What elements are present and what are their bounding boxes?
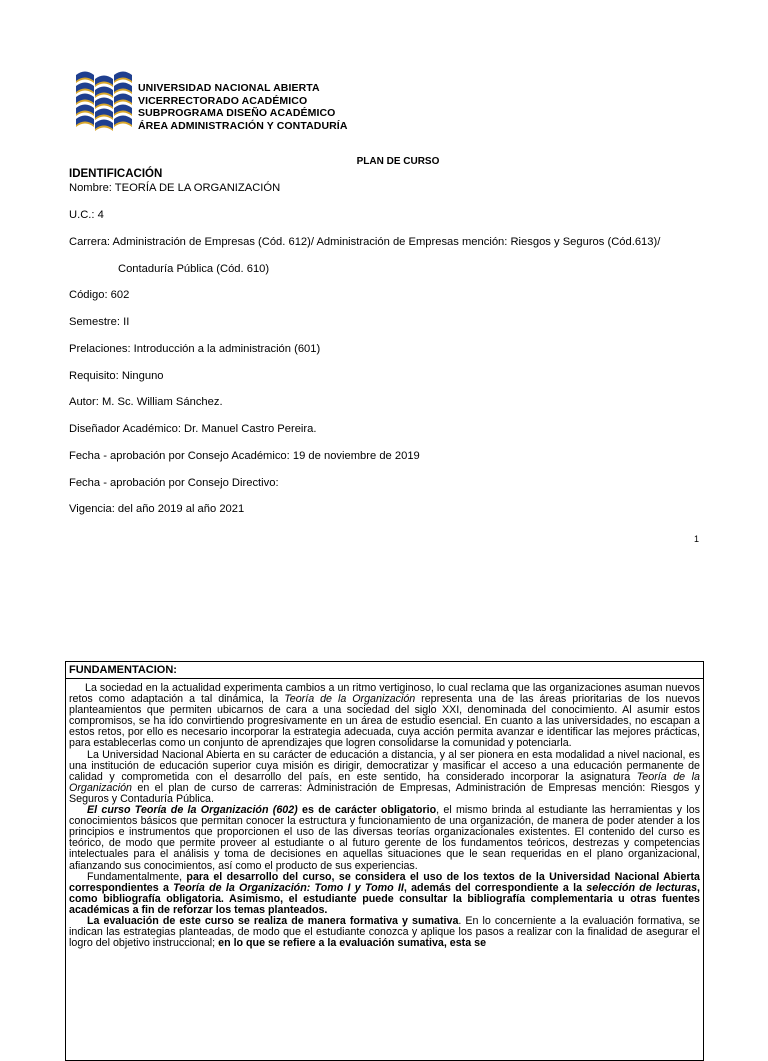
text-run: Fundamentalmente, (87, 870, 187, 883)
field-autor: Autor: M. Sc. William Sánchez. (69, 396, 223, 408)
text-run: en el plan de curso de carreras: Administración de Empresas, Administración de Empresas mención: Riesgos y Seguros y Contaduría Pública. (69, 781, 700, 805)
field-vigencia: Vigencia: del año 2019 al año 2021 (69, 503, 245, 515)
text-run: es de carácter obligatorio (297, 804, 437, 817)
field-prelaciones: Prelaciones: Introducción a la administración (601) (69, 343, 321, 355)
text-run: , como bibliografía obligatoria. Asimismo, el estudiante puede consultar la bibliografía complementaria u otras fuentes académicas a fin de reforzar los temas planteados. (69, 881, 700, 916)
fundamentacion-box (65, 661, 704, 1061)
field-nombre: Nombre: TEORÍA DE LA ORGANIZACIÓN (69, 182, 281, 194)
field-fecha-directivo: Fecha - aprobación por Consejo Directivo: (69, 477, 279, 489)
text-run: para el desarrollo del curso, se considera el uso de los textos de la Universidad Nacional Abierta correspondientes a (69, 870, 700, 894)
field-carrera: Carrera: Administración de Empresas (Cód. 612)/ Administración de Empresas mención: Riesgos y Seguros (Cód.613)/ (69, 236, 661, 248)
paragraph (69, 683, 700, 750)
fundamentacion-text (69, 683, 700, 949)
plan-title-text: PLAN DE CURSO (356, 156, 440, 167)
identification-heading: IDENTIFICACIÓN (69, 168, 163, 180)
page-number: 1 (694, 534, 700, 544)
text-run: La evaluación de este curso se realiza de manera formativa y sumativa (87, 914, 459, 927)
institution-line: ÁREA ADMINISTRACIÓN Y CONTADURÍA (138, 119, 348, 132)
plan-title (0, 156, 768, 167)
institution-line: SUBPROGRAMA DISEÑO ACADÉMICO (138, 107, 336, 119)
text-run: Teoría de la Organización: Tomo I y Tomo II (173, 881, 404, 894)
field-carrera-cont: Contaduría Pública (Cód. 610) (118, 263, 270, 275)
paragraph (69, 916, 700, 949)
text-run: . En lo concerniente a la evaluación formativa, se indican las estrategias planteadas, de modo que el estudiante conozca y aplique los pasos a realizar con la finalidad de asegurar el logro del objetivo instruccional; (69, 914, 700, 950)
field-semestre: Semestre: II (69, 316, 130, 328)
university-logo-icon (75, 70, 133, 136)
institution-line: UNIVERSIDAD NACIONAL ABIERTA (138, 82, 320, 94)
paragraph (69, 750, 700, 805)
field-disenador: Diseñador Académico: Dr. Manuel Castro Pereira. (69, 423, 317, 435)
institution-header (138, 82, 348, 132)
text-run: Teoría de la Organización (69, 770, 700, 794)
text-run: selección de lecturas (586, 881, 698, 894)
field-fecha-academico: Fecha - aprobación por Consejo Académico: 19 de noviembre de 2019 (69, 450, 420, 462)
text-run: La Universidad Nacional Abierta en su carácter de educación a distancia, y al ser pionera en esta modalidad a nivel nacional, es una institución de educación superior cuya misión es dirigir, democratizar y masificar el acceso a una educación permanente de calidad y comprometida con el desarrollo del país, en este sentido, ha considerado incorporar la asignatura (69, 748, 700, 783)
institution-line: VICERRECTORADO ACADÉMICO (138, 94, 308, 107)
text-run: , además del correspondiente a la (403, 881, 587, 894)
text-run: La sociedad en la actualidad experimenta cambios a un ritmo vertiginoso, lo cual reclama que las organizaciones asuman nuevos retos como adaptación a tal dinámica, la (69, 682, 700, 706)
field-requisito: Requisito: Ninguno (69, 370, 164, 382)
field-uc: U.C.: 4 (69, 209, 104, 221)
divider (66, 678, 703, 679)
paragraph (69, 805, 700, 872)
text-run: , el mismo brinda al estudiante las herramientas y los conocimientos básicos que permitan conocer la estructura y funcionamiento de una organización, de manera de poder atender a los principios e instrumentos que proporcionen el uso de las diversas teorías organizacionales existentes. El contenido del curso es teórico, de modo que permite proveer al estudiante o al futuro gerente de los fundamentos teóricos, destrezas y competencias intelectuales para el análisis y toma de decisiones en aquellas situaciones que le sean requeridas en el plano organizacional, afianzando sus conocimientos, así como el producto de sus experiencias. (69, 804, 700, 872)
fundamentacion-title: FUNDAMENTACION: (69, 664, 177, 676)
text-run: representa una de las áreas prioritarias de los nuevos planteamientos que permiten ubicarnos de cara a una sociedad del siglo XXI, denominada del conocimiento. Al asumir estos compromisos, se ha ido convirtiendo progresivamente en un área de estudio esencial. En cuanto a las universidades, no escapan a estos retos, por ello es necesario incorporar la estrategia adecuada, cuya acción permita avanzar e identificar las mejores prácticas, para establecerlas como un conjunto de aprendizajes que logren consolidarse la comunidad y potenciarla. (69, 693, 701, 750)
paragraph (69, 872, 700, 916)
text-run: en lo que se refiere a la evaluación sumativa, esta se (218, 937, 487, 950)
field-codigo: Código: 602 (69, 289, 130, 301)
text-run: El curso Teoría de la Organización (602) (87, 804, 298, 817)
text-run: Teoría de la Organización (284, 693, 416, 706)
